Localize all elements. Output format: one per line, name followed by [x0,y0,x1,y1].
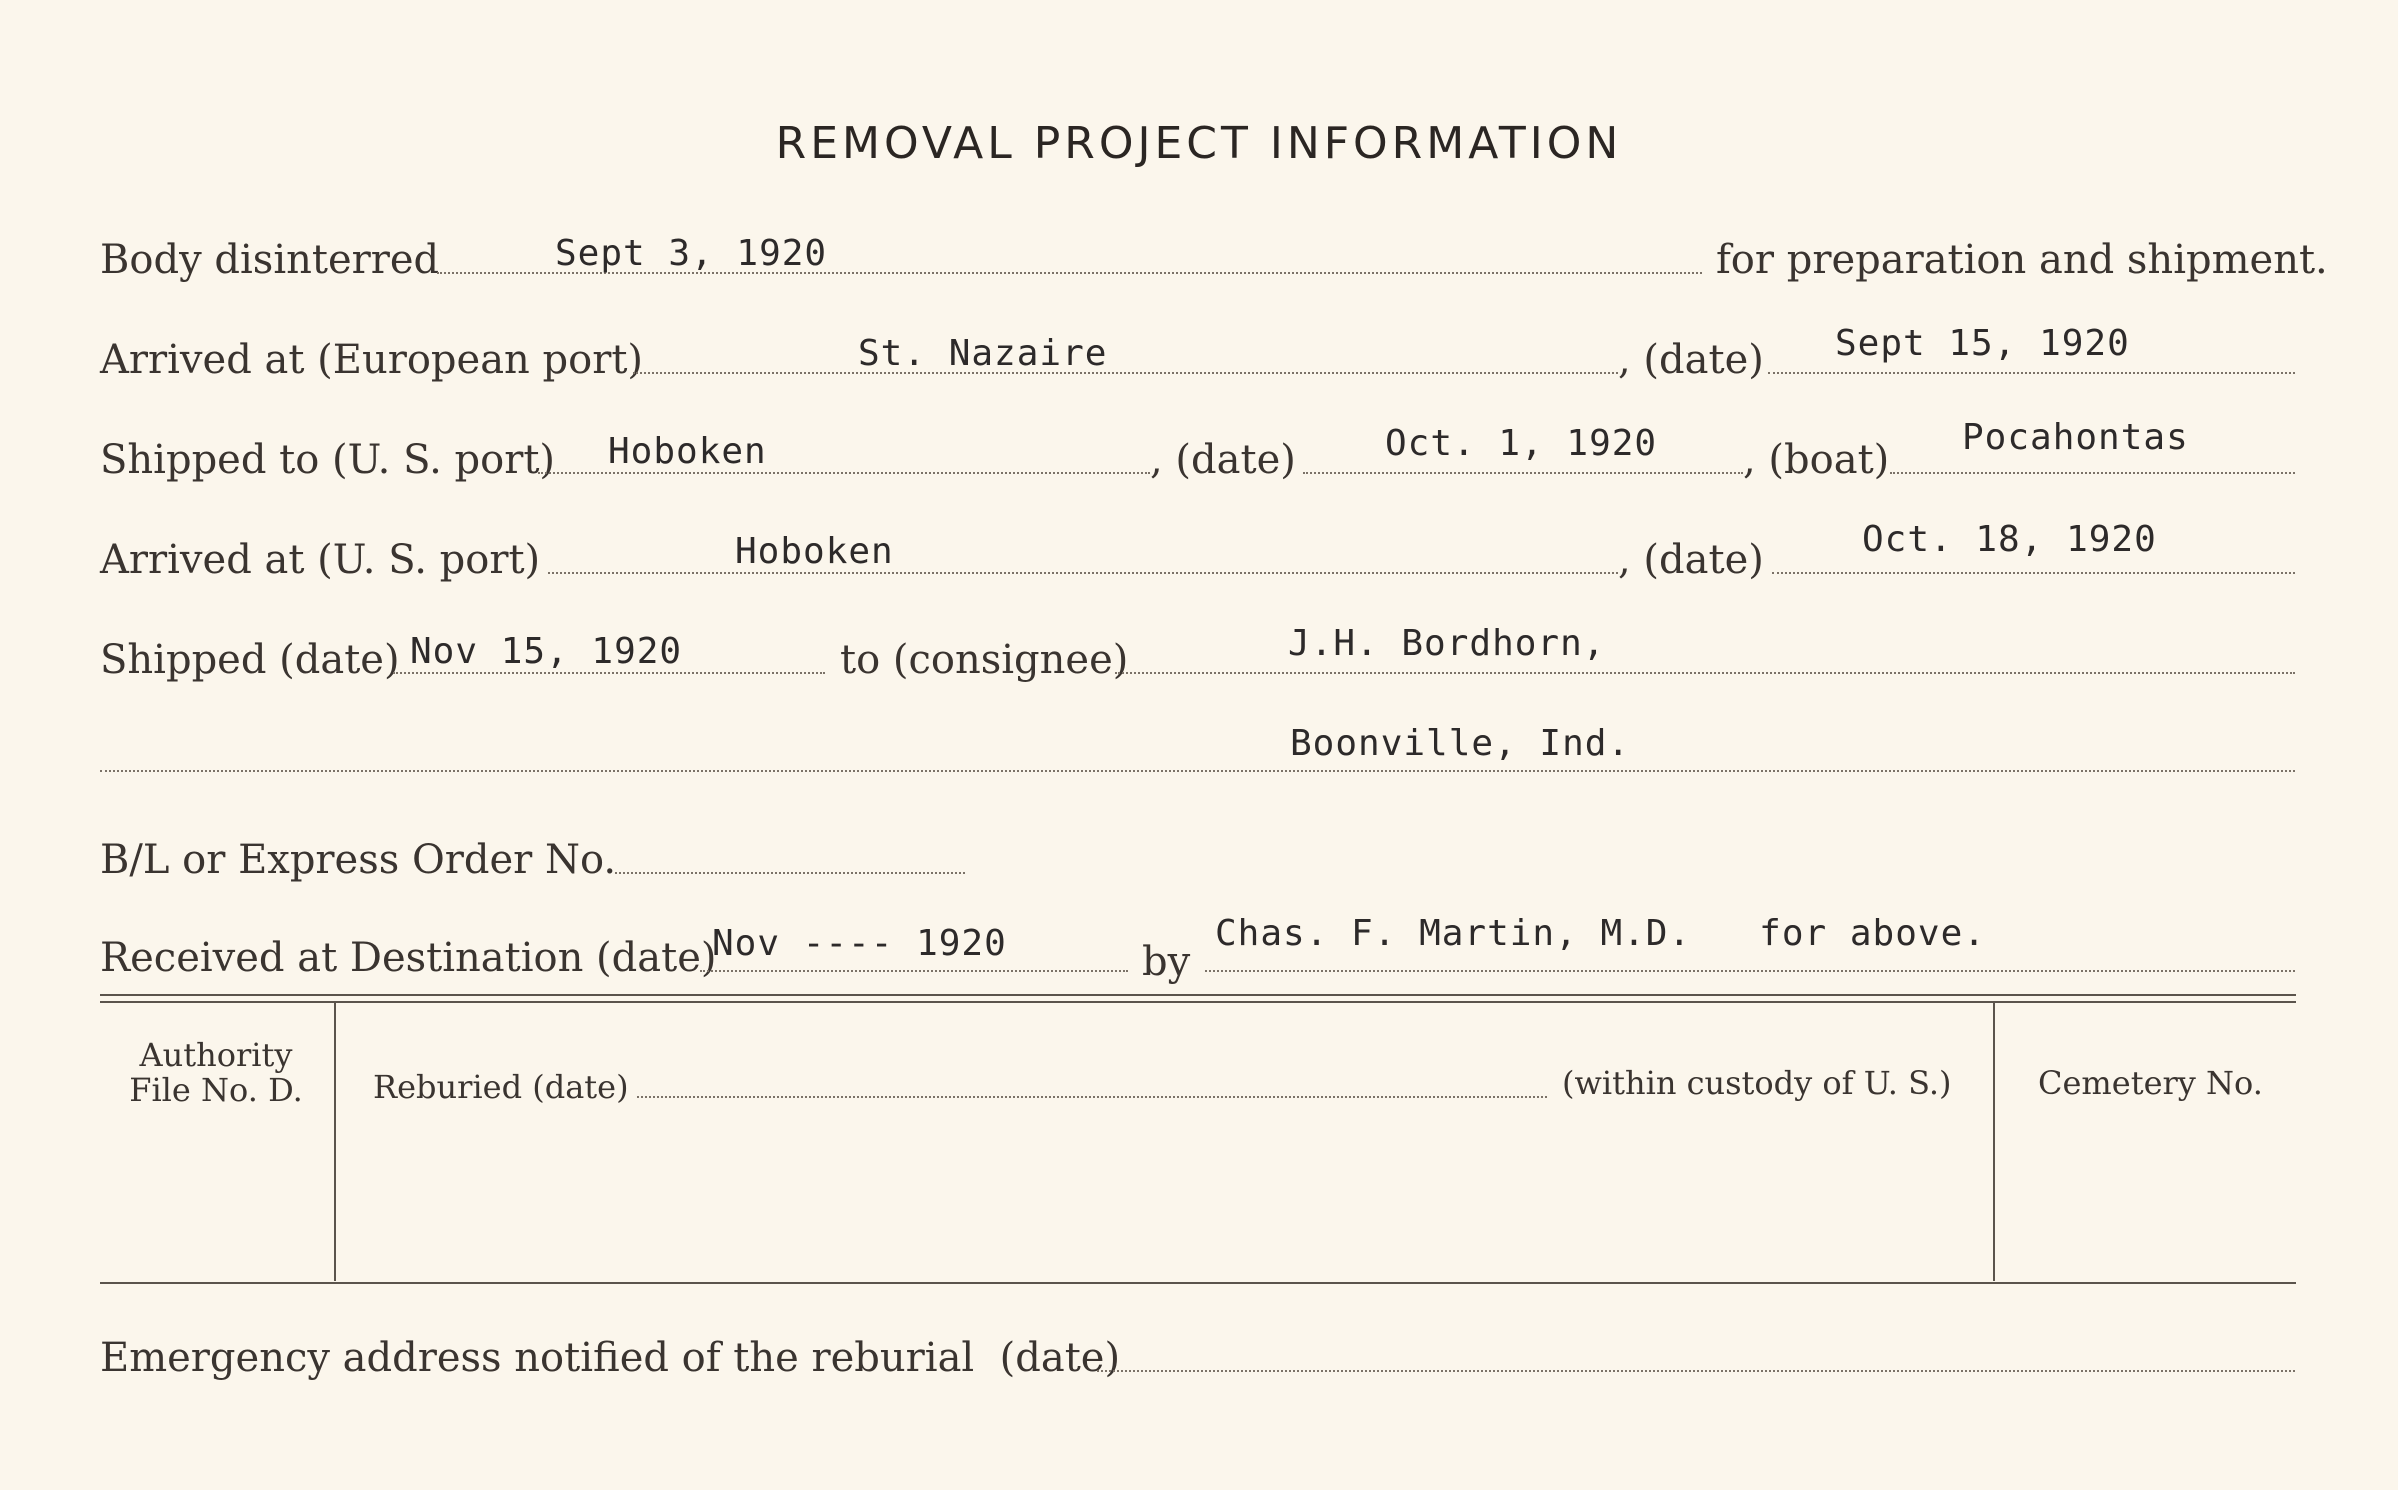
consignee-line1-value: J.H. Bordhorn, [1288,623,1606,664]
card-title: REMOVAL PROJECT INFORMATION [775,118,1623,169]
arrived-european-date-line [1768,372,2295,374]
arrived-us-value: Hoboken [735,531,894,572]
box-top-rule-2 [100,1001,2296,1003]
custody-label: (within custody of U. S.) [1562,1064,1952,1102]
received-by-value: Chas. F. Martin, M.D. for above. [1215,913,1986,954]
arrived-european-date-value: Sept 15, 1920 [1835,323,2130,364]
bl-order-line [615,872,965,874]
received-date-value: Nov ---- 1920 [712,923,1007,964]
received-label: Received at Destination (date) [100,935,717,981]
shipped-date-label: Shipped (date) [100,637,400,683]
shipped-us-line [538,472,1150,474]
box-divider-right [1993,1003,1995,1281]
arrived-european-line [633,372,1618,374]
arrived-european-value: St. Nazaire [858,333,1108,374]
arrived-us-line [548,572,1618,574]
shipped-us-date-line [1303,472,1743,474]
box-top-rule-1 [100,994,2296,996]
box-bottom-rule [100,1282,2296,1284]
cemetery-label: Cemetery No. [2038,1064,2263,1102]
authority-label-line1: Authority [139,1036,293,1074]
shipped-us-value: Hoboken [608,431,767,472]
bl-order-label: B/L or Express Order No. [100,837,617,883]
arrived-european-label: Arrived at (European port) [100,337,644,383]
shipped-date-value: Nov 15, 1920 [410,631,683,672]
shipped-us-date-value: Oct. 1, 1920 [1385,423,1658,464]
arrived-us-date-value: Oct. 18, 1920 [1862,519,2157,560]
arrived-us-date-line [1772,572,2295,574]
received-by-label: by [1142,939,1191,985]
shipped-us-boat-label: , (boat) [1743,437,1890,483]
consignee-line [1115,672,2295,674]
arrived-european-date-label: , (date) [1618,337,1764,383]
reburied-line [637,1096,1547,1098]
arrived-us-label: Arrived at (U. S. port) [100,537,541,583]
consignee-label: to (consignee) [840,637,1129,683]
arrived-us-date-label: , (date) [1618,537,1764,583]
shipped-us-date-label: , (date) [1150,437,1296,483]
body-disinterred-suffix: for preparation and shipment. [1716,237,2328,283]
consignee-line2-value: Boonville, Ind. [1290,723,1631,764]
body-disinterred-label: Body disinterred [100,237,440,283]
authority-label-line2: File No. D. [129,1071,303,1109]
emergency-label: Emergency address notified of the reburial (date) [100,1335,1121,1381]
shipped-us-label: Shipped to (U. S. port) [100,437,555,483]
shipped-date-line [393,672,825,674]
shipped-us-boat-line [1890,472,2295,474]
emergency-line [1097,1370,2295,1372]
shipped-us-boat-value: Pocahontas [1962,417,2189,458]
reburied-label: Reburied (date) [373,1068,629,1106]
consignee-continuation-line [100,770,2295,772]
box-divider-left [334,1003,336,1281]
body-disinterred-value: Sept 3, 1920 [555,233,828,274]
received-by-line [1205,970,2295,972]
received-date-line [700,970,1128,972]
